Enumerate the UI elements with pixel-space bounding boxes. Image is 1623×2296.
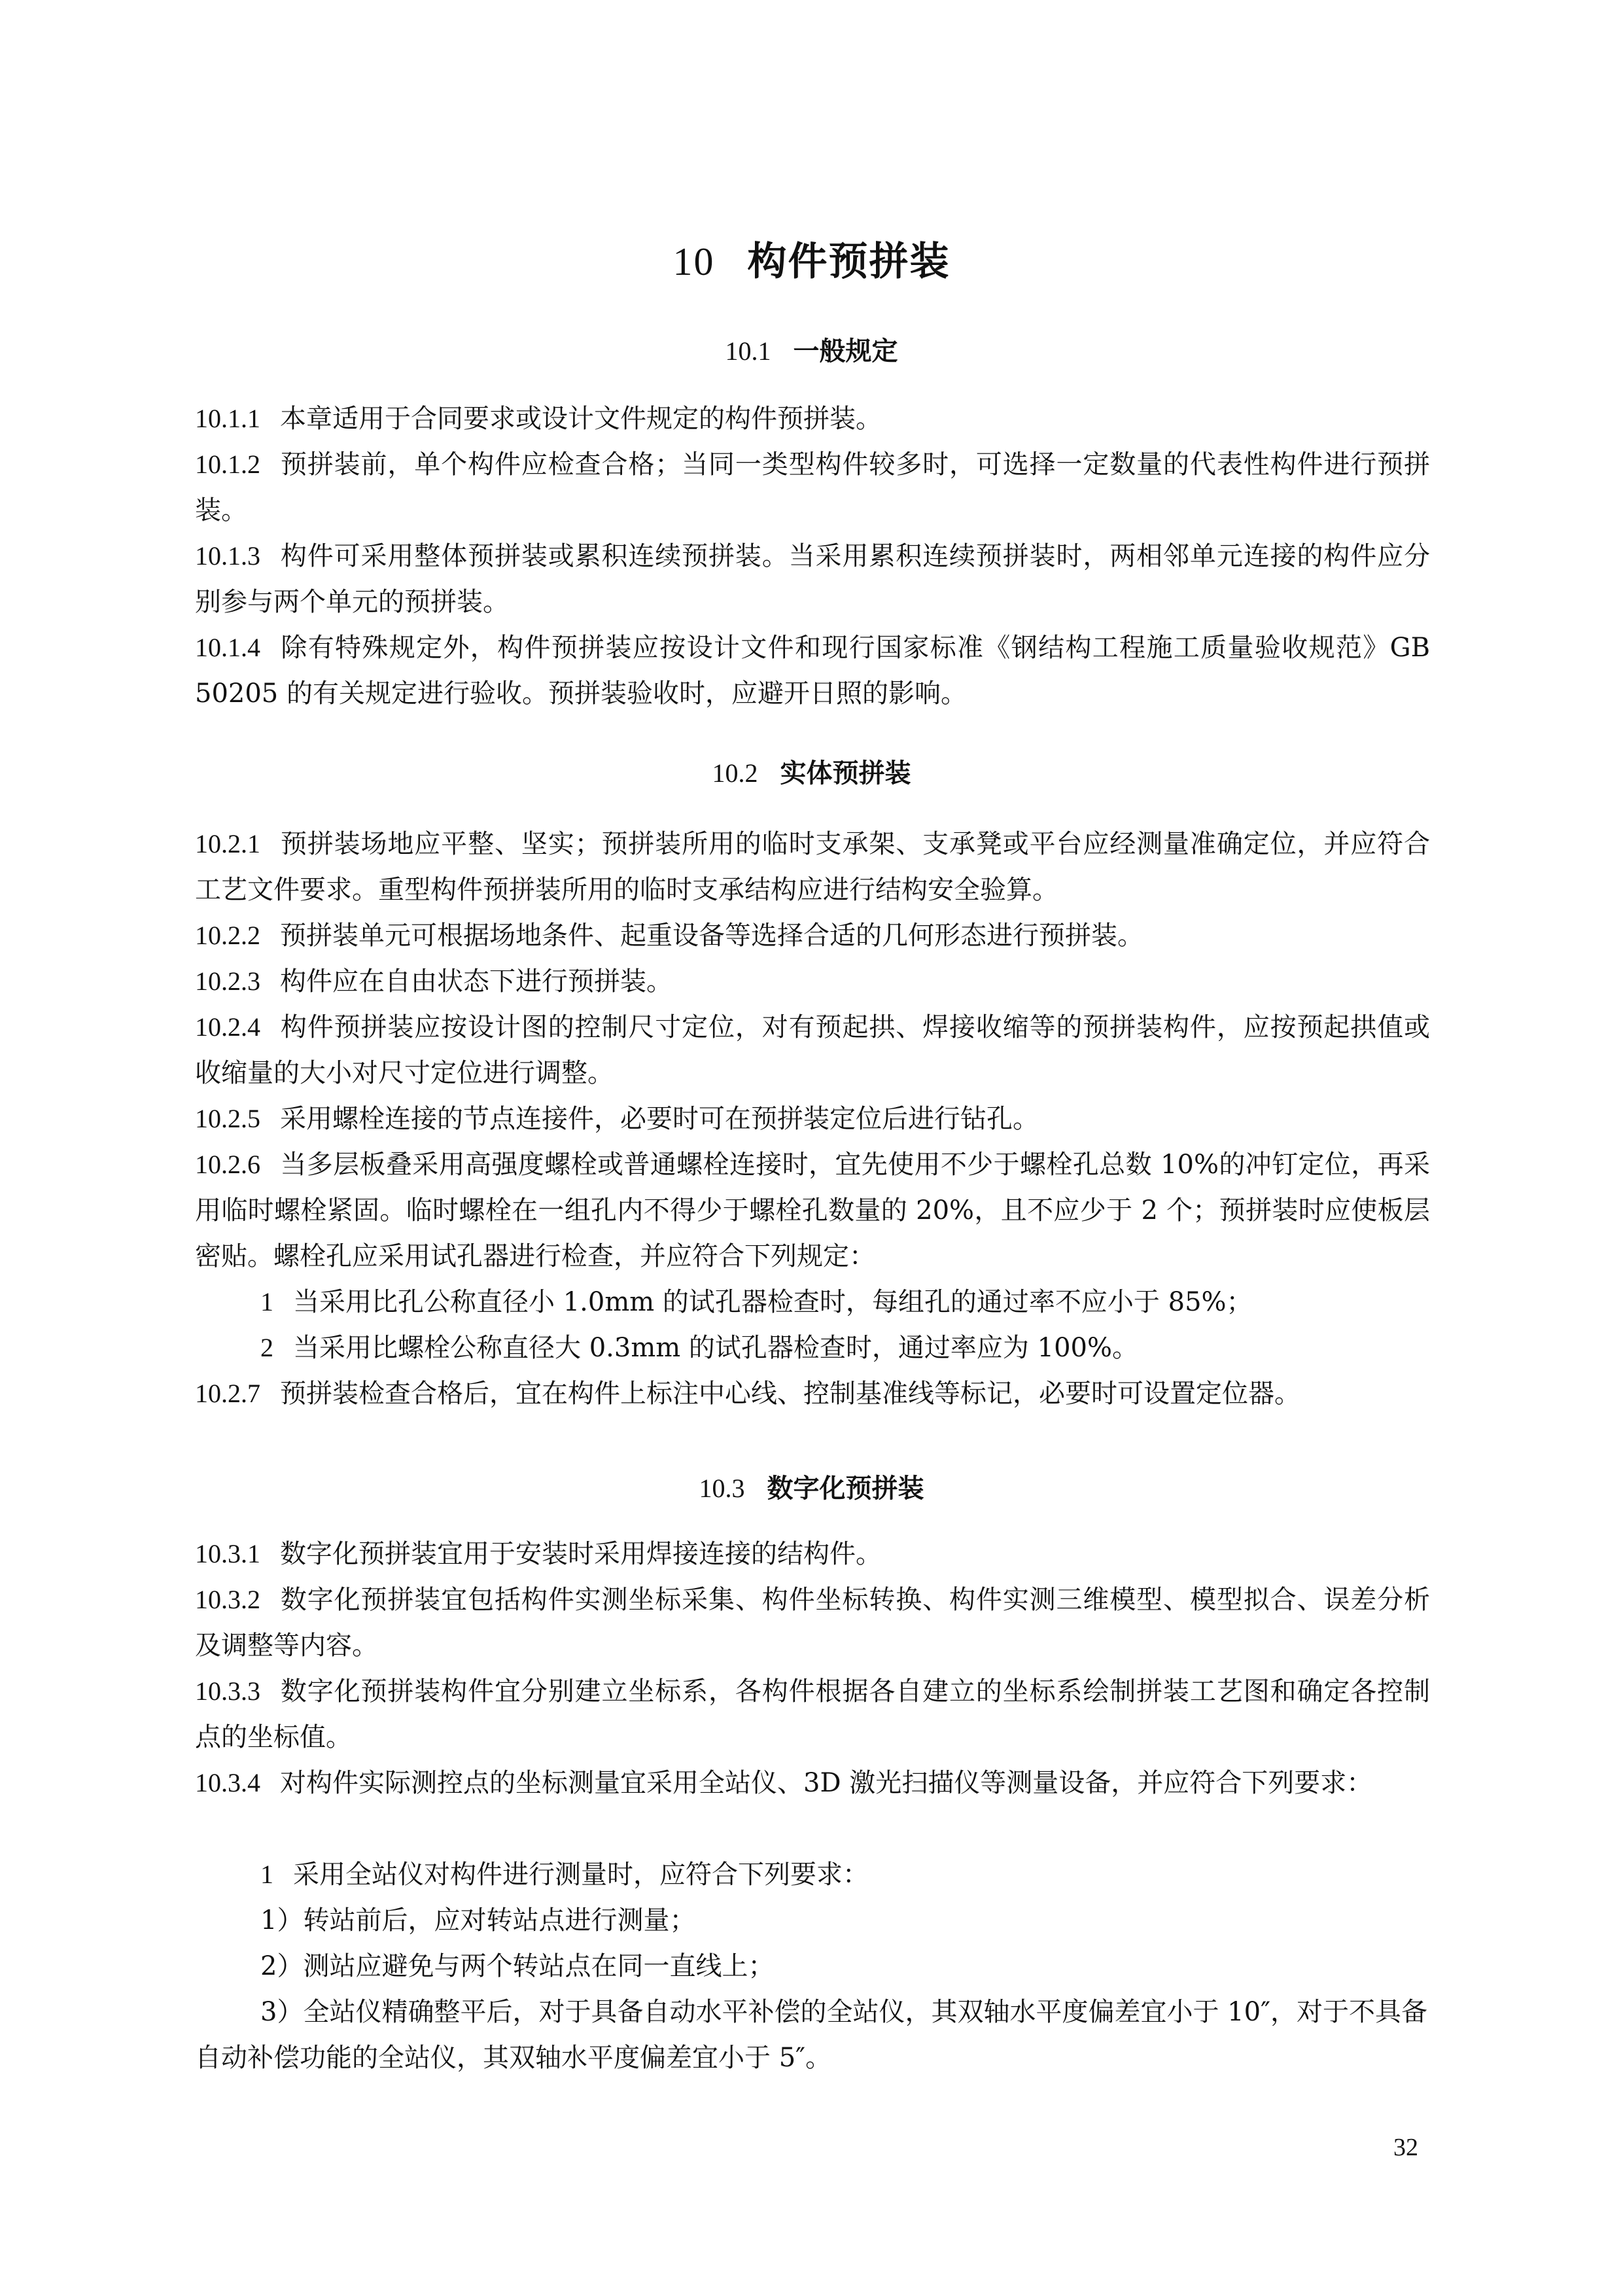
clause-text: 采用螺栓连接的节点连接件，必要时可在预拼装定位后进行钻孔。 <box>280 1104 1039 1134</box>
clause-10-3-4 <box>195 1760 1430 1806</box>
section-number: 10.3 <box>699 1474 745 1503</box>
list-item <box>195 1989 1430 2081</box>
chapter-title-text: 构件预拼装 <box>747 239 951 285</box>
clause-text: 数字化预拼装宜包括构件实测坐标采集、构件坐标转换、构件实测三维模型、模型拟合、误差分析及调整等内容。 <box>195 1585 1430 1661</box>
clause-number: 10.2.1 <box>195 829 260 858</box>
clause-text: 当多层板叠采用高强度螺栓或普通螺栓连接时，宜先使用不少于螺栓孔总数 10%的冲钉定位，再采用临时螺栓紧固。临时螺栓在一组孔内不得少于螺栓孔数量的 20%，且不应少于 2 个；预拼装时应使板层密贴。螺栓孔应采用试孔器进行检查，并应符合下列规定： <box>195 1150 1430 1271</box>
clause-text: 预拼装前，单个构件应检查合格；当同一类型构件较多时，可选择一定数量的代表性构件进行预拼装。 <box>195 450 1430 525</box>
list-item <box>260 1325 1430 1371</box>
item-text: 当采用比螺栓公称直径大 0.3mm 的试孔器检查时，通过率应为 100%。 <box>293 1333 1138 1363</box>
section-title-10-2 <box>0 752 1623 790</box>
clause-number: 10.2.7 <box>195 1379 260 1408</box>
clause-10-1-1 <box>195 396 1430 442</box>
clause-10-2-2 <box>195 913 1430 959</box>
item-text: 转站前后，应对转站点进行测量； <box>303 1905 696 1935</box>
clause-10-2-5 <box>195 1096 1430 1142</box>
clause-text: 构件应在自由状态下进行预拼装。 <box>280 966 672 997</box>
clause-10-2-1 <box>195 821 1430 913</box>
clause-text: 除有特殊规定外，构件预拼装应按设计文件和现行国家标准《钢结构工程施工质量验收规范》GB 50205 的有关规定进行验收。预拼装验收时，应避开日照的影响。 <box>195 633 1430 709</box>
section-title-text: 数字化预拼装 <box>767 1474 924 1504</box>
clause-number: 10.3.3 <box>195 1676 260 1706</box>
clause-number: 10.3.2 <box>195 1585 260 1614</box>
item-number: 1 <box>260 1287 273 1316</box>
clause-number: 10.2.2 <box>195 921 260 950</box>
clause-text: 预拼装单元可根据场地条件、起重设备等选择合适的几何形态进行预拼装。 <box>280 921 1143 951</box>
clause-text: 构件预拼装应按设计图的控制尺寸定位，对有预起拱、焊接收缩等的预拼装构件，应按预起拱值或收缩量的大小对尺寸定位进行调整。 <box>195 1012 1430 1088</box>
clause-number: 10.1.2 <box>195 450 260 479</box>
item-text: 采用全站仪对构件进行测量时，应符合下列要求： <box>293 1860 869 1890</box>
clause-number: 10.2.3 <box>195 966 260 996</box>
clause-number: 10.2.4 <box>195 1012 260 1042</box>
item-number: 1） <box>260 1905 304 1935</box>
clause-number: 10.1.4 <box>195 633 260 662</box>
clause-10-3-2 <box>195 1577 1430 1669</box>
chapter-number: 10 <box>672 240 715 283</box>
item-number: 2） <box>260 1951 304 1981</box>
clause-number: 10.1.1 <box>195 404 260 433</box>
section-title-10-1 <box>0 330 1623 368</box>
clause-text: 数字化预拼装宜用于安装时采用焊接连接的结构件。 <box>280 1539 882 1569</box>
clause-number: 10.3.1 <box>195 1539 260 1568</box>
clause-number: 10.2.6 <box>195 1150 260 1179</box>
chapter-title <box>0 230 1623 287</box>
item-text: 测站应避免与两个转站点在同一直线上； <box>303 1951 775 1981</box>
clause-text: 本章适用于合同要求或设计文件规定的构件预拼装。 <box>280 404 882 434</box>
item-text: 当采用比孔公称直径小 1.0mm 的试孔器检查时，每组孔的通过率不应小于 85%； <box>293 1287 1253 1317</box>
section-number: 10.1 <box>725 336 771 366</box>
clause-10-2-6 <box>195 1142 1430 1279</box>
clause-10-2-3 <box>195 959 1430 1004</box>
clause-text: 预拼装场地应平整、坚实；预拼装所用的临时支承架、支承凳或平台应经测量准确定位，并应符合工艺文件要求。重型构件预拼装所用的临时支承结构应进行结构安全验算。 <box>195 829 1430 905</box>
section-number: 10.2 <box>712 758 758 788</box>
clause-10-3-3 <box>195 1669 1430 1760</box>
clause-10-2-4 <box>195 1004 1430 1096</box>
section-title-text: 实体预拼装 <box>780 758 911 788</box>
item-number: 2 <box>260 1333 273 1362</box>
clause-text: 预拼装检查合格后，宜在构件上标注中心线、控制基准线等标记，必要时可设置定位器。 <box>280 1379 1300 1409</box>
clause-10-1-2 <box>195 442 1430 533</box>
page-number: 32 <box>1393 2134 1418 2161</box>
section-title-text: 一般规定 <box>793 336 898 366</box>
clause-10-2-7 <box>195 1371 1430 1417</box>
item-number: 1 <box>260 1860 273 1889</box>
clause-text: 数字化预拼装构件宜分别建立坐标系，各构件根据各自建立的坐标系绘制拼装工艺图和确定各控制点的坐标值。 <box>195 1676 1430 1752</box>
clause-number: 10.1.3 <box>195 541 260 571</box>
section-title-10-3 <box>0 1468 1623 1505</box>
list-item <box>260 1943 1430 1989</box>
clause-10-1-4 <box>195 625 1430 716</box>
item-number: 3） <box>260 1997 304 2027</box>
list-item <box>260 1898 1430 1943</box>
clause-text: 构件可采用整体预拼装或累积连续预拼装。当采用累积连续预拼装时，两相邻单元连接的构件应分别参与两个单元的预拼装。 <box>195 541 1430 617</box>
list-item <box>260 1852 1430 1898</box>
list-item <box>260 1279 1430 1325</box>
clause-text: 对构件实际测控点的坐标测量宜采用全站仪、3D 激光扫描仪等测量设备，并应符合下列要求： <box>280 1768 1373 1798</box>
clause-10-3-1 <box>195 1531 1430 1577</box>
clause-10-1-3 <box>195 533 1430 625</box>
clause-number: 10.3.4 <box>195 1768 260 1797</box>
clause-number: 10.2.5 <box>195 1104 260 1133</box>
item-text: 全站仪精确整平后，对于具备自动水平补偿的全站仪，其双轴水平度偏差宜小于 10″，对于不具备自动补偿功能的全站仪，其双轴水平度偏差宜小于 5″。 <box>195 1997 1428 2073</box>
